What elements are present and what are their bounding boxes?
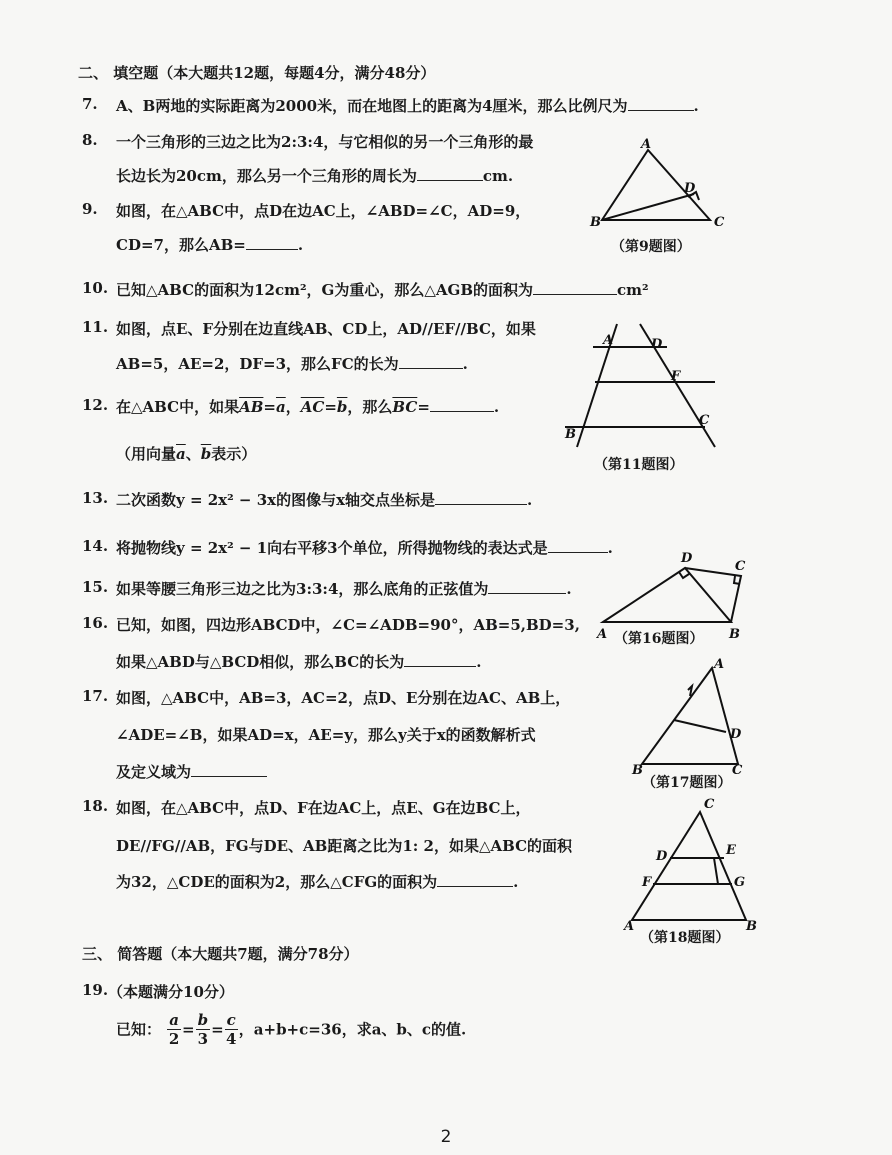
- fraction-b-over-3: $\frac{b}{3}$: [197, 1011, 209, 1048]
- q8-body2: 长边长为20cm，那么另一个三角形的周长为: [116, 167, 417, 185]
- q8-end: cm.: [482, 167, 514, 185]
- q7-blank[interactable]: [628, 96, 694, 111]
- vector-ab: $\overline{AB}$: [239, 398, 264, 416]
- tick-mark: [688, 686, 692, 696]
- q17-number: 17.: [82, 687, 109, 705]
- q7-number: 7.: [82, 95, 98, 113]
- figure-9: [588, 137, 728, 250]
- figure-18: [622, 797, 762, 934]
- label-b: B: [565, 427, 576, 442]
- q14-blank[interactable]: [548, 538, 608, 553]
- label-c: C: [732, 763, 743, 778]
- q12-eq3: =: [417, 398, 430, 416]
- q19-number: 19.: [82, 981, 109, 999]
- q19-formula: 已知： $\frac{a}{2}$ = $\frac{b}{3}$ = $\frac{c}{4}$ ，a+b+c=36，求a、b、c的值.: [116, 1011, 467, 1048]
- q8-blank[interactable]: [417, 166, 483, 181]
- label-d: D: [656, 849, 668, 864]
- q16-line2: [116, 651, 481, 672]
- q10-end: cm²: [617, 281, 649, 299]
- label-f: F: [642, 875, 652, 890]
- q17-line3: [116, 761, 267, 782]
- q11-end: .: [462, 355, 468, 373]
- triangle-abc: [632, 812, 746, 920]
- label-a: A: [597, 627, 608, 642]
- q9-blank[interactable]: [246, 235, 298, 250]
- q17-line1: 如图，△ABC中，AB=3，AC=2，点D、E分别在边AC、AB上，: [116, 689, 571, 707]
- figure-17-caption: （第17题图）: [642, 775, 732, 791]
- vector-bc: $\overline{BC}$: [392, 398, 418, 416]
- q16-blank[interactable]: [404, 652, 476, 667]
- triangle-abd: [603, 568, 731, 622]
- q18-body3: 为32，△CDE的面积为2，那么△CFG的面积为: [116, 873, 438, 891]
- q15-end: .: [566, 580, 572, 598]
- q9-end: .: [297, 236, 304, 254]
- figure-11: [565, 322, 725, 452]
- figure-16-caption: （第16题图）: [614, 631, 704, 647]
- label-c: C: [704, 797, 715, 812]
- q19-header: （本题满分10分）: [108, 983, 234, 1001]
- q11-body2: AB=5，AE=2，DF=3，那么FC的长为: [116, 355, 399, 373]
- q18-line1: 如图，在△ABC中，点D、F在边AC上，点E、G在边BC上，: [116, 799, 531, 817]
- triangle-bcd-sides: [685, 568, 741, 622]
- label-b: B: [746, 919, 757, 934]
- vector-a: $\overline{a}$: [275, 398, 286, 416]
- q14-body: 将抛物线y = 2x² − 1向右平移3个单位，所得抛物线的表达式是: [116, 539, 548, 557]
- q10-number: 10.: [82, 279, 109, 297]
- label-f: F: [671, 369, 681, 384]
- q17-blank[interactable]: [191, 762, 267, 777]
- q15-blank[interactable]: [488, 579, 566, 594]
- q12-blank[interactable]: [430, 397, 494, 412]
- vector-ac: $\overline{AC}$: [300, 398, 325, 416]
- q12-sep: ，: [285, 398, 301, 416]
- q11-blank[interactable]: [399, 354, 463, 369]
- aux-line: [714, 858, 718, 884]
- figure-17: [628, 657, 758, 778]
- q8-number: 8.: [82, 131, 98, 149]
- q16-number: 16.: [82, 614, 109, 632]
- q12-eq2: =: [324, 398, 337, 416]
- q13-end: .: [527, 491, 533, 509]
- q12-eq1: =: [263, 398, 276, 416]
- label-d: D: [651, 337, 663, 352]
- section-3-title: 三、 简答题（本大题共7题，满分78分）: [82, 945, 359, 963]
- q14-number: 14.: [82, 537, 109, 555]
- q11-line1: 如图，点E、F分别在边直线AB、CD上，AD//EF//BC，如果: [116, 320, 536, 338]
- q18-end: .: [513, 873, 519, 891]
- label-b: B: [729, 627, 740, 642]
- q9-line1: 如图，在△ABC中，点D在边AC上，∠ABD=∠C，AD=9，: [116, 202, 531, 220]
- section-2-title: 二、 填空题（本大题共12题，每题4分，满分48分）: [78, 64, 436, 82]
- q17-line2: ∠ADE=∠B，如果AD=x，AE=y，那么y关于x的函数解析式: [116, 726, 536, 744]
- vector-b: $\overline{b}$: [336, 398, 348, 416]
- q10-blank[interactable]: [533, 280, 617, 295]
- q15-text: [116, 578, 572, 599]
- page-number: 2: [440, 1127, 452, 1147]
- q14-text: [116, 537, 613, 558]
- q7-body: A、B两地的实际距离为2000米，而在地图上的距离为4厘米，那么比例尺为: [116, 97, 628, 115]
- label-c: C: [699, 413, 710, 428]
- q10-body: 已知△ABC的面积为12cm²，G为重心，那么△AGB的面积为: [116, 281, 533, 299]
- figure-9-caption: （第9题图）: [611, 239, 691, 255]
- right-angle-d: [679, 572, 689, 578]
- q13-blank[interactable]: [435, 490, 527, 505]
- label-b: B: [590, 215, 601, 230]
- label-g: G: [734, 875, 746, 890]
- label-a: A: [714, 657, 725, 672]
- q13-body: 二次函数y = 2x² − 3x的图像与x轴交点坐标是: [116, 491, 436, 509]
- label-c: C: [714, 215, 725, 230]
- q12-text: [116, 396, 499, 417]
- label-d: D: [681, 551, 693, 566]
- label-a: A: [641, 137, 652, 152]
- label-d: D: [684, 181, 696, 196]
- q11-number: 11.: [82, 318, 109, 336]
- q19-lead: 已知：: [116, 1020, 162, 1039]
- label-c: C: [735, 559, 746, 574]
- q17-body3: 及定义域为: [116, 763, 192, 781]
- q15-number: 15.: [82, 578, 109, 596]
- segment-de: [674, 720, 726, 732]
- q8-line2: [116, 165, 513, 186]
- q9-line2: [116, 234, 303, 255]
- q11-line2: [116, 353, 468, 374]
- q16-line1: 已知，如图，四边形ABCD中，∠C=∠ADB=90°，AB=5,BD=3,: [116, 616, 580, 634]
- label-a: A: [624, 919, 635, 934]
- fraction-a-over-2: $\frac{a}{2}$: [168, 1011, 180, 1048]
- label-b: B: [632, 763, 643, 778]
- q12-line2: （用向量$\overline{a}$、$\overline{b}$表示）: [116, 445, 257, 463]
- figure-18-caption: （第18题图）: [640, 930, 730, 946]
- q19-rest: ，a+b+c=36，求a、b、c的值.: [238, 1020, 467, 1039]
- q18-blank[interactable]: [437, 872, 513, 887]
- q9-number: 9.: [82, 200, 98, 218]
- q8-line1: 一个三角形的三边之比为2:3:4，与它相似的另一个三角形的最: [116, 133, 534, 151]
- q14-end: .: [607, 539, 613, 557]
- q12-body: 在△ABC中，如果: [116, 398, 240, 416]
- q15-body: 如果等腰三角形三边之比为3:3:4，那么底角的正弦值为: [116, 580, 489, 598]
- q7-text: [116, 95, 699, 116]
- q7-end: .: [693, 97, 699, 115]
- label-d: D: [730, 727, 742, 742]
- label-a: A: [603, 333, 614, 348]
- q18-number: 18.: [82, 797, 109, 815]
- q18-line2: DE//FG//AB，FG与DE、AB距离之比为1: 2，如果△ABC的面积: [116, 837, 573, 855]
- q16-end: .: [476, 653, 482, 671]
- q13-number: 13.: [82, 489, 109, 507]
- q18-line3: [116, 871, 518, 892]
- q12-end: .: [493, 398, 500, 416]
- triangle-abc: [642, 668, 738, 764]
- q9-body2: CD=7，那么AB=: [116, 236, 246, 254]
- q16-body2: 如果△ABD与△BCD相似，那么BC的长为: [116, 653, 405, 671]
- q10-text: [116, 279, 649, 300]
- label-e: E: [726, 843, 736, 858]
- q12-mid: ，那么: [347, 398, 393, 416]
- figure-11-caption: （第11题图）: [594, 457, 684, 473]
- fraction-c-over-4: $\frac{c}{4}$: [225, 1011, 237, 1048]
- q12-number: 12.: [82, 396, 109, 414]
- q13-text: [116, 489, 532, 510]
